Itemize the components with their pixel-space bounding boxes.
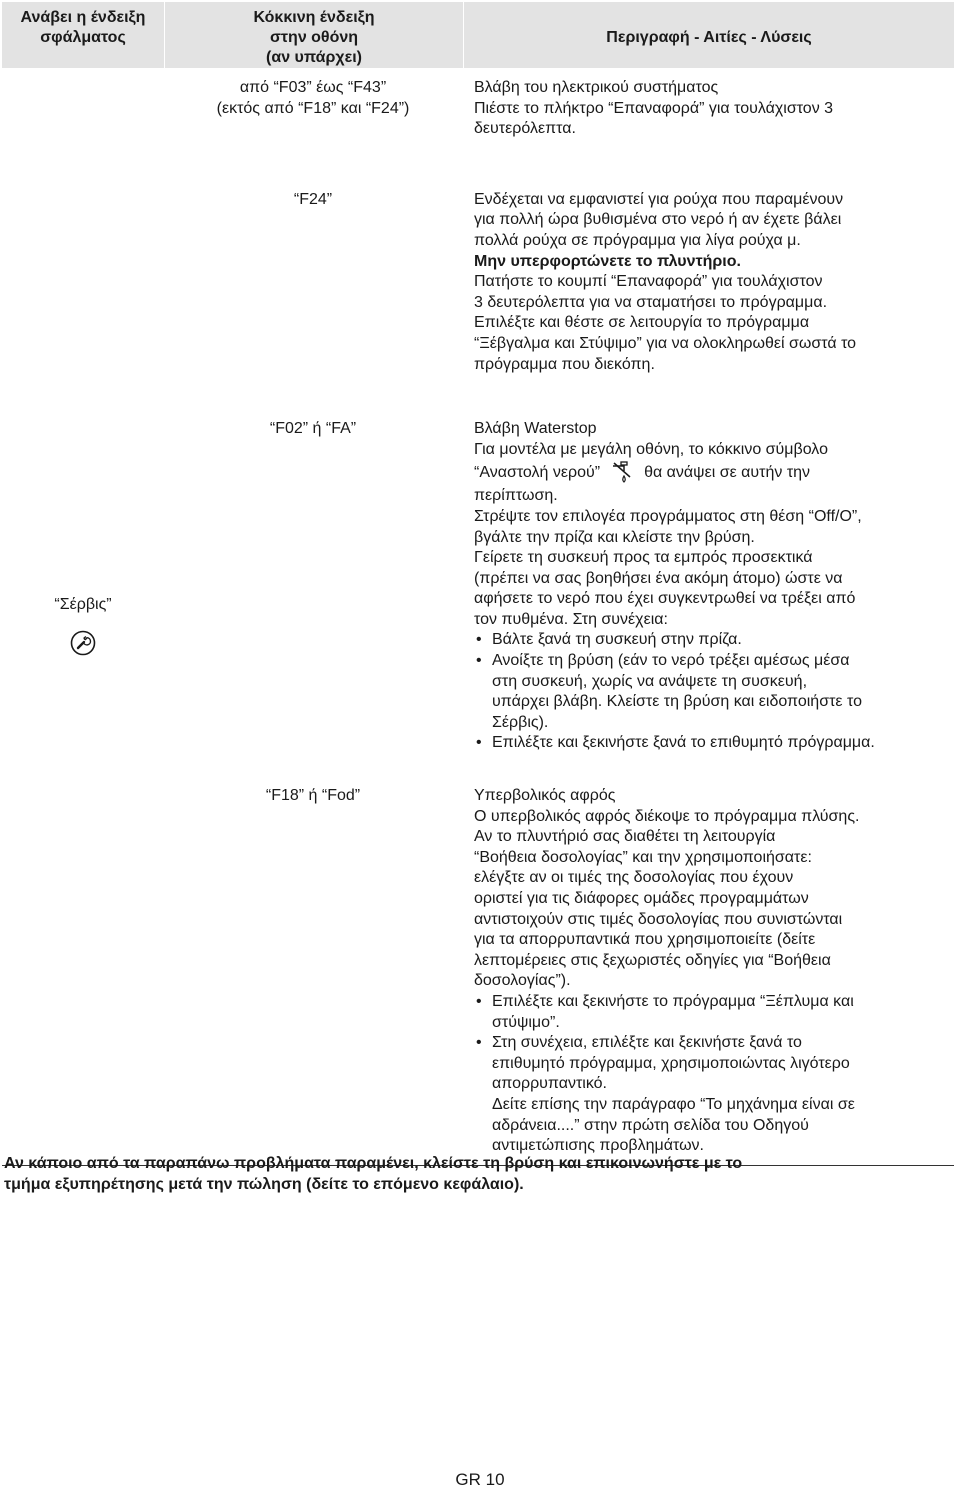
desc-line: Πατήστε το κουμπί “Επαναφορά” για τουλάχιστον — [474, 273, 823, 291]
desc-line: αντιμετώπισης προβλημάτων. — [492, 1137, 704, 1155]
description-cell — [462, 419, 954, 754]
service-cell — [2, 68, 164, 1165]
desc-line: Για μοντέλα με μεγάλη οθόνη, το κόκκινο σύμβολο — [474, 440, 828, 458]
bullet-list — [474, 992, 946, 1095]
list-item-text: • Στη συνέχεια, επιλέξτε και ξεκινήστε ξανά το — [492, 1034, 802, 1052]
table-row — [164, 774, 954, 1165]
page-number: GR 10 — [455, 1470, 505, 1489]
desc-line: Αν το πλυντήριό σας διαθέτει τη λειτουργία — [474, 828, 776, 846]
desc-line: Επιλέξτε και θέστε σε λειτουργία το πρόγραμμα — [474, 314, 810, 332]
desc-line: δοσολογίας”). — [474, 972, 571, 990]
list-item — [474, 651, 946, 733]
desc-line: Βλάβη Waterstop — [474, 420, 597, 438]
table-rows — [164, 68, 954, 1165]
desc-line: αδράνεια....” στην πρώτη σελίδα του Οδηγού — [492, 1116, 809, 1134]
header-text: Κόκκινη ένδειξη — [253, 9, 375, 26]
water-stop-icon — [610, 460, 634, 486]
code-text: από “F03” έως “F43” — [239, 79, 387, 96]
description-cell — [462, 78, 954, 140]
desc-line: πολλά ρούχα σε πρόγραμμα για λίγα ρούχα μ. — [474, 231, 801, 249]
list-item — [474, 992, 946, 1033]
table-row — [164, 160, 954, 405]
desc-line: “Ξέβγαλμα και Στύψιμο” για να ολοκληρωθεί σωστά το — [474, 334, 857, 352]
desc-line: δευτερόλεπτα. — [474, 120, 576, 138]
header-text: (αν υπάρχει) — [266, 49, 362, 66]
see-also — [474, 1095, 946, 1157]
list-item-text: απορρυπαντικό. — [492, 1075, 607, 1093]
desc-line: (πρέπει να σας βοηθήσει ένα ακόμη άτομο) ώστε να — [474, 569, 843, 587]
list-item-text: • Επιλέξτε και ξεκινήστε το πρόγραμμα “Ξέπλυμα και — [492, 992, 854, 1010]
desc-line: αντιστοιχούν στις τιμές δοσολογίας που συνιστώνται — [474, 910, 843, 928]
code-text: (εκτός από “F18” και “F24”) — [216, 99, 410, 117]
code-cell — [164, 78, 462, 140]
warning-line: Μην υπερφορτώνετε το πλυντήριο. — [474, 252, 741, 270]
desc-line: πρόγραμμα που διεκόπη. — [474, 355, 655, 373]
desc-span: θα ανάψει σε αυτήν την — [644, 464, 811, 482]
description-cell — [462, 786, 954, 1157]
wrench-icon — [70, 630, 96, 661]
desc-line: Πιέστε το πλήκτρο “Επαναφορά” για τουλάχιστον 3 — [474, 99, 834, 117]
list-item-text: επιθυμητό πρόγραμμα, χρησιμοποιώντας λιγότερο — [492, 1054, 850, 1072]
list-item-text: στη συσκευή, χωρίς να ανάψετε τη συσκευή, — [492, 672, 808, 690]
desc-line: “Βοήθεια δοσολογίας” και την χρησιμοποιήσατε: — [474, 848, 812, 866]
note-line: τμήμα εξυπηρέτησης μετά την πώληση (δείτε το επόμενο κεφάλαιο). — [4, 1176, 524, 1193]
code-cell: “F02” ή “FA” — [269, 420, 357, 438]
description-cell — [462, 190, 954, 375]
header-red-display — [164, 2, 463, 68]
desc-line: Ο υπερβολικός αφρός διέκοψε το πρόγραμμα πλύσης. — [474, 807, 860, 825]
desc-line: οριστεί για τις διάφορες ομάδες προγραμμάτων — [474, 890, 809, 907]
contact-service-note — [4, 1153, 944, 1195]
desc-line: αφήσετε το νερό που έχει συγκεντρωθεί να τρέξει από — [474, 590, 856, 608]
note-line: Αν κάποιο από τα παραπάνω προβλήματα παραμένει, κλείστε τη βρύση και επικοινωνήστε με το — [4, 1155, 743, 1172]
header-description: Περιγραφή - Αιτίες - Λύσεις — [463, 2, 954, 68]
list-item-text: • Επιλέξτε και ξεκινήστε ξανά το επιθυμητό πρόγραμμα. — [492, 734, 875, 752]
desc-line — [474, 460, 946, 486]
desc-line: βγάλτε την πρίζα και κλείστε την βρύση. — [474, 528, 755, 546]
list-item-text: • Ανοίξτε τη βρύση (εάν το νερό τρέξει αμέσως μέσα — [492, 652, 850, 670]
list-item — [474, 630, 946, 651]
desc-line: 3 δευτερόλεπτα για να σταματήσει το πρόγραμμα. — [474, 293, 828, 311]
list-item-text: • Βάλτε ξανά τη συσκευή στην πρίζα. — [492, 631, 742, 649]
code-cell: “F18” ή “Fod” — [265, 787, 361, 805]
troubleshooting-table — [2, 2, 954, 1166]
desc-line: για τα απορρυπαντικά που χρησιμοποιείτε (δείτε — [474, 931, 816, 949]
desc-line: Δείτε επίσης την παράγραφο “Το μηχάνημα είναι σε — [492, 1095, 855, 1113]
service-label: “Σέρβις” — [54, 596, 112, 613]
list-item-text: υπάρχει βλάβη. Κλείστε τη βρύση και ειδοποιήστε το — [492, 693, 862, 711]
desc-line: περίπτωση. — [474, 487, 558, 505]
list-item-text: Σέρβις). — [492, 713, 549, 731]
desc-line: Στρέψτε τον επιλογέα προγράμματος στη θέση “Off/O”, — [474, 507, 862, 525]
header-text: στην οθόνη — [269, 29, 359, 46]
desc-line: λεπτομέρειες στις ξεχωριστές οδηγίες για “Βοήθεια — [474, 951, 831, 969]
list-item-text: στύψιμο”. — [492, 1013, 560, 1031]
table-header — [2, 2, 954, 68]
desc-line: για πολλή ώρα βυθισμένα στο νερό ή αν έχετε βάλει — [474, 211, 842, 229]
table-body — [2, 68, 954, 1165]
table-row — [164, 68, 954, 160]
desc-line: Βλάβη του ηλεκτρικού συστήματος — [474, 79, 719, 96]
desc-line: Ενδέχεται να εμφανιστεί για ρούχα που παραμένουν — [474, 190, 844, 208]
code-cell: “F24” — [293, 190, 333, 208]
table-row — [164, 405, 954, 774]
desc-line: τον πυθμένα. Στη συνέχεια: — [474, 610, 668, 628]
list-item — [474, 1033, 946, 1095]
desc-line: Γείρετε τη συσκευή προς τα εμπρός προσεκτικά — [474, 549, 813, 567]
bullet-list — [474, 630, 946, 754]
header-text: Ανάβει η ένδειξη — [20, 9, 146, 26]
desc-span: “Αναστολή νερού” — [474, 464, 601, 482]
list-item — [474, 733, 946, 754]
header-error-indicator — [2, 2, 164, 68]
header-text: σφάλματος — [40, 29, 126, 46]
desc-line: ελέγξτε αν οι τιμές της δοσολογίας που έχουν — [474, 869, 794, 887]
desc-line: Υπερβολικός αφρός — [474, 787, 616, 805]
